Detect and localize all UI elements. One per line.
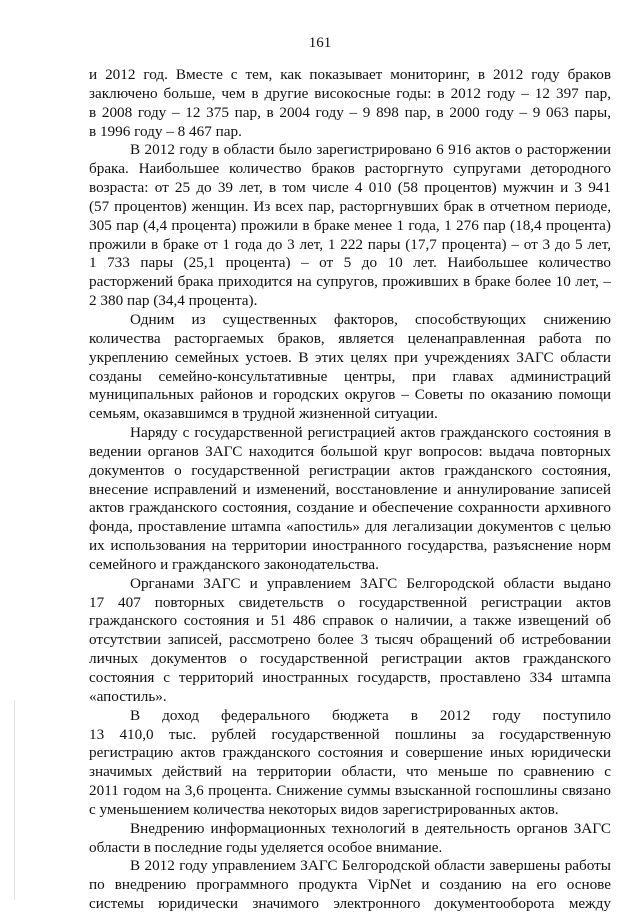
text-line: регистрацию актов гражданского состояния и совершение иных юридически	[89, 744, 611, 762]
text-line: их использования на территории иностранного государства, разъяснение норм	[89, 537, 611, 555]
text-line: 13 410,0 тыс. рублей государственной пошлины за государственную	[89, 725, 611, 743]
text-line: Органами ЗАГС и управлением ЗАГС Белгородской области выдано	[130, 574, 611, 592]
text-line: (57 процентов) женщин. Из всех пар, расторгнувших брак в отчетном периоде,	[89, 197, 611, 215]
text-line: прожили в браке от 1 года до 3 лет, 1 222 пары (17,7 процента) – от 3 до 5 лет,	[89, 235, 611, 253]
text-line: «апостиль».	[89, 687, 167, 705]
text-line: созданы семейно-консультативные центры, при главах администраций	[89, 367, 611, 385]
text-line: 1 733 пары (25,1 процента) – от 5 до 10 лет. Наибольшее количество	[89, 254, 611, 272]
paragraph	[89, 311, 611, 424]
text-line: брака. Наибольшее количество браков расторгнуто супругами детородного	[89, 160, 611, 178]
text-line: 2011 годом на 3,6 процента. Снижение суммы взысканной госпошлины связано	[89, 782, 611, 800]
text-line: 2 380 пар (34,4 процента).	[89, 292, 258, 310]
text-line: области в последние годы уделяется особое внимание.	[89, 838, 443, 856]
text-line: заключено больше, чем в другие високосные годы: в 2012 году – 12 397 пар,	[89, 84, 611, 102]
text-line: ведении органов ЗАГС находится большой круг вопросов: выдача повторных	[89, 442, 611, 460]
paragraph	[89, 66, 611, 141]
text-line: В 2012 году управлением ЗАГС Белгородской области завершены работы	[130, 857, 611, 875]
text-line: фонда, проставление штампа «апостиль» для легализации документов с целью	[89, 518, 611, 536]
text-line: В доход федерального бюджета в 2012 году поступило	[130, 706, 611, 724]
text-line: в 2008 году – 12 375 пар, в 2004 году – 9 898 пар, в 2000 году – 9 063 пары,	[89, 103, 611, 121]
text-line: по внедрению программного продукта VipNet и созданию на его основе	[89, 876, 611, 894]
text-line: расторжений брака приходится на супругов, проживших в браке более 10 лет, –	[89, 273, 611, 291]
paragraph	[89, 424, 611, 575]
text-line: актов гражданского состояния, создание и обеспечение сохранности архивного	[89, 499, 611, 517]
text-line: муниципальных районов и городских округов – Советы по оказанию помощи	[89, 386, 611, 404]
paragraph	[89, 141, 611, 311]
paragraph	[89, 857, 611, 914]
text-line: состояния с территорий иностранных государств, проставлено 334 штампа	[89, 669, 611, 686]
page-number: 161	[308, 35, 332, 51]
text-line: 17 407 повторных свидетельств о государственной регистрации актов	[89, 593, 611, 611]
text-line: В 2012 году в области было зарегистрировано 6 916 актов о расторжении	[130, 141, 611, 159]
paragraph	[89, 820, 611, 858]
text-line: укреплению семейных устоев. В этих целях при учреждениях ЗАГС области	[89, 348, 611, 366]
text-line: возраста: от 25 до 39 лет, в том числе 4 010 (58 процентов) мужчин и 3 941	[89, 179, 611, 197]
text-line: количества расторгаемых браков, является целенаправленная работа по	[89, 329, 611, 347]
scan-edge-mark	[14, 700, 15, 900]
text-line: семьям, оказавшимся в трудной жизненной ситуации.	[89, 405, 438, 423]
text-line: Внедрению информационных технологий в деятельность органов ЗАГС	[130, 819, 611, 837]
text-line: отсутствии записей, рассмотрено более 3 тысяч обращений об истребовании	[89, 631, 611, 649]
text-line: семейного и гражданского законодательства.	[89, 555, 379, 573]
text-line: документов о государственной регистрации актов гражданского состояния,	[89, 461, 611, 479]
text-line: значимых действий на территории области, что меньше по сравнению с	[89, 763, 611, 781]
text-line: Наряду с государственной регистрацией актов гражданского состояния в	[130, 424, 611, 442]
text-line: 305 пар (4,4 процента) прожили в браке менее 1 года, 1 276 пар (18,4 процента)	[89, 216, 611, 234]
text-line: Одним из существенных факторов, способствующих снижению	[130, 310, 611, 328]
document-body	[89, 66, 611, 914]
text-line: внесение исправлений и изменений, восстановление и аннулирование записей	[89, 480, 611, 498]
text-line: личных документов о государственной регистрации актов гражданского	[89, 650, 611, 668]
text-line: в 1996 году – 8 467 пар.	[89, 122, 242, 140]
text-line: системы юридически значимого электронного документооборота между	[89, 895, 611, 913]
paragraph	[89, 575, 611, 707]
text-line: и 2012 год. Вместе с тем, как показывает мониторинг, в 2012 году браков	[89, 66, 611, 83]
paragraph	[89, 707, 611, 820]
text-line: гражданского состояния и 51 486 справок о наличии, а также извещений об	[89, 612, 611, 630]
text-line: с уменьшением количества некоторых видов зарегистрированных актов.	[89, 800, 559, 818]
